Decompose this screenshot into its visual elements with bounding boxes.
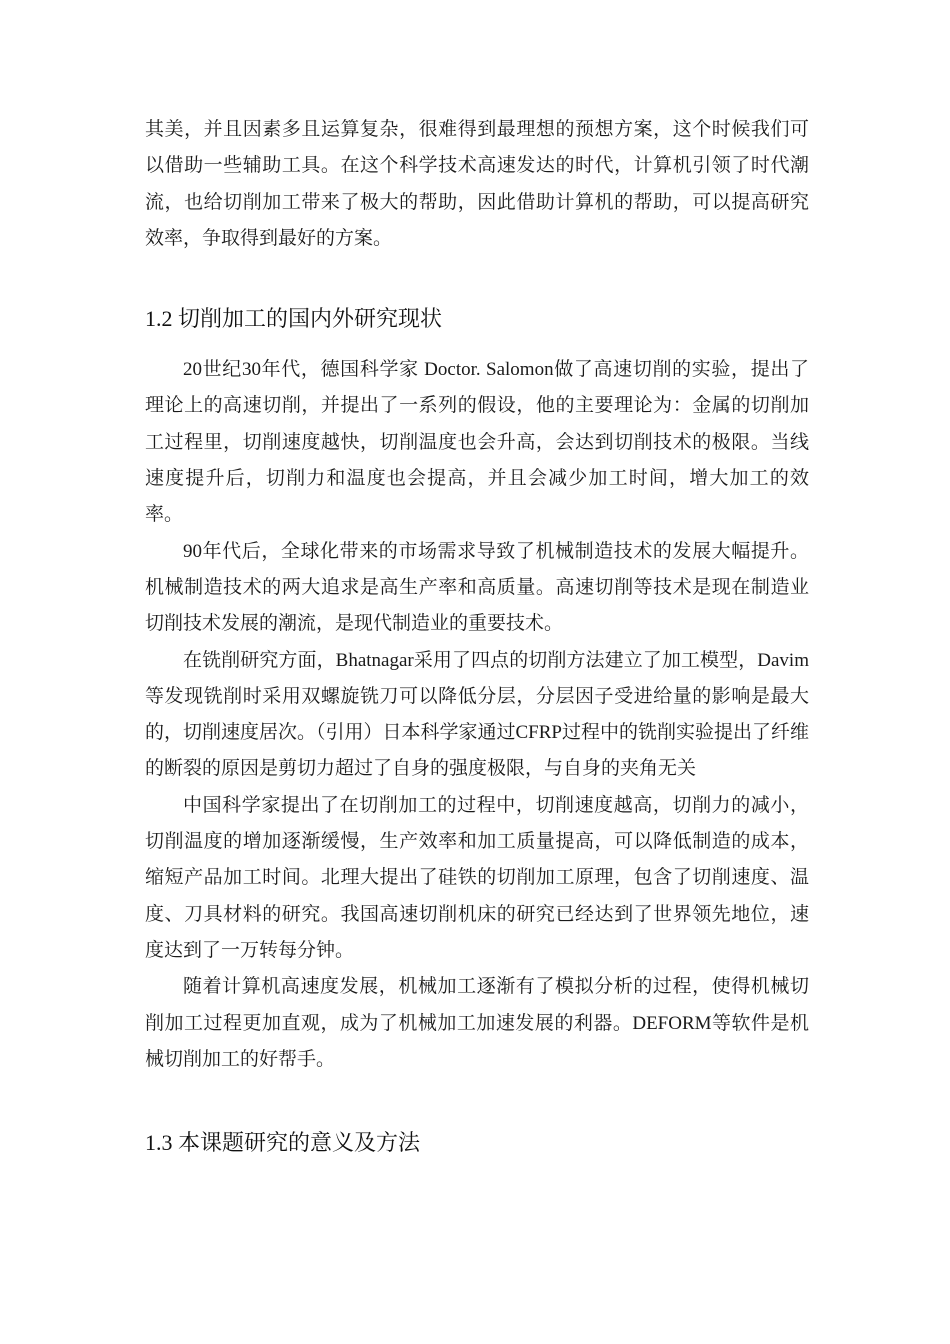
page-body (145, 112, 809, 1158)
section-heading-1-3: 1.3 本课题研究的意义及方法 (145, 1130, 421, 1156)
section-heading-1-2: 1.2 切削加工的国内外研究现状 (145, 306, 443, 332)
paragraph-simulation: 随着计算机高速度发展，机械加工逐渐有了模拟分析的过程，使得机械切削加工过程更加直观，成为了机械加工加速发展的利器。DEFORM等软件是机械切削加工的好帮手。 (145, 976, 809, 1070)
paragraph-milling-research: 在铣削研究方面，Bhatnagar采用了四点的切削方法建立了加工模型，Davim等发现铣削时采用双螺旋铣刀可以降低分层，分层因子受进给量的影响是最大的，切削速度居次。（引用）日本科学家通过CFRP过程中的铣削实验提出了纤维的断裂的原因是剪切力超过了自身的强度极限，与自身的夹角无关 (145, 649, 809, 780)
paragraph-90s-development: 90年代后，全球化带来的市场需求导致了机械制造技术的发展大幅提升。机械制造技术的两大追求是高生产率和高质量。高速切削等技术是现在制造业切削技术发展的潮流，是现代制造业的重要技术。 (145, 540, 809, 635)
paragraph-chinese-research: 中国科学家提出了在切削加工的过程中，切削速度越高，切削力的减小，切削温度的增加逐渐缓慢，生产效率和加工质量提高，可以降低制造的成本，缩短产品加工时间。北理大提出了硅铁的切削加工原理，包含了切削速度、温度、刀具材料的研究。我国高速切削机床的研究已经达到了世界领先地位，速度达到了一万转每分钟。 (145, 794, 809, 961)
paragraph-salomon-research: 20世纪30年代，德国科学家 Doctor. Salomon做了高速切削的实验，提出了理论上的高速切削，并提出了一系列的假设，他的主要理论为：金属的切削加工过程里，切削速度越快，切削温度也会升高，会达到切削技术的极限。当线速度提升后，切削力和温度也会提高，并且会减少加工时间，增大加工的效率。 (145, 359, 809, 526)
intro-paragraph: 其美，并且因素多且运算复杂，很难得到最理想的预想方案，这个时候我们可以借助一些辅助工具。在这个科学技术高速发达的时代，计算机引领了时代潮流，也给切削加工带来了极大的帮助，因此借助计算机的帮助，可以提高研究效率，争取得到最好的方案。 (145, 119, 809, 249)
